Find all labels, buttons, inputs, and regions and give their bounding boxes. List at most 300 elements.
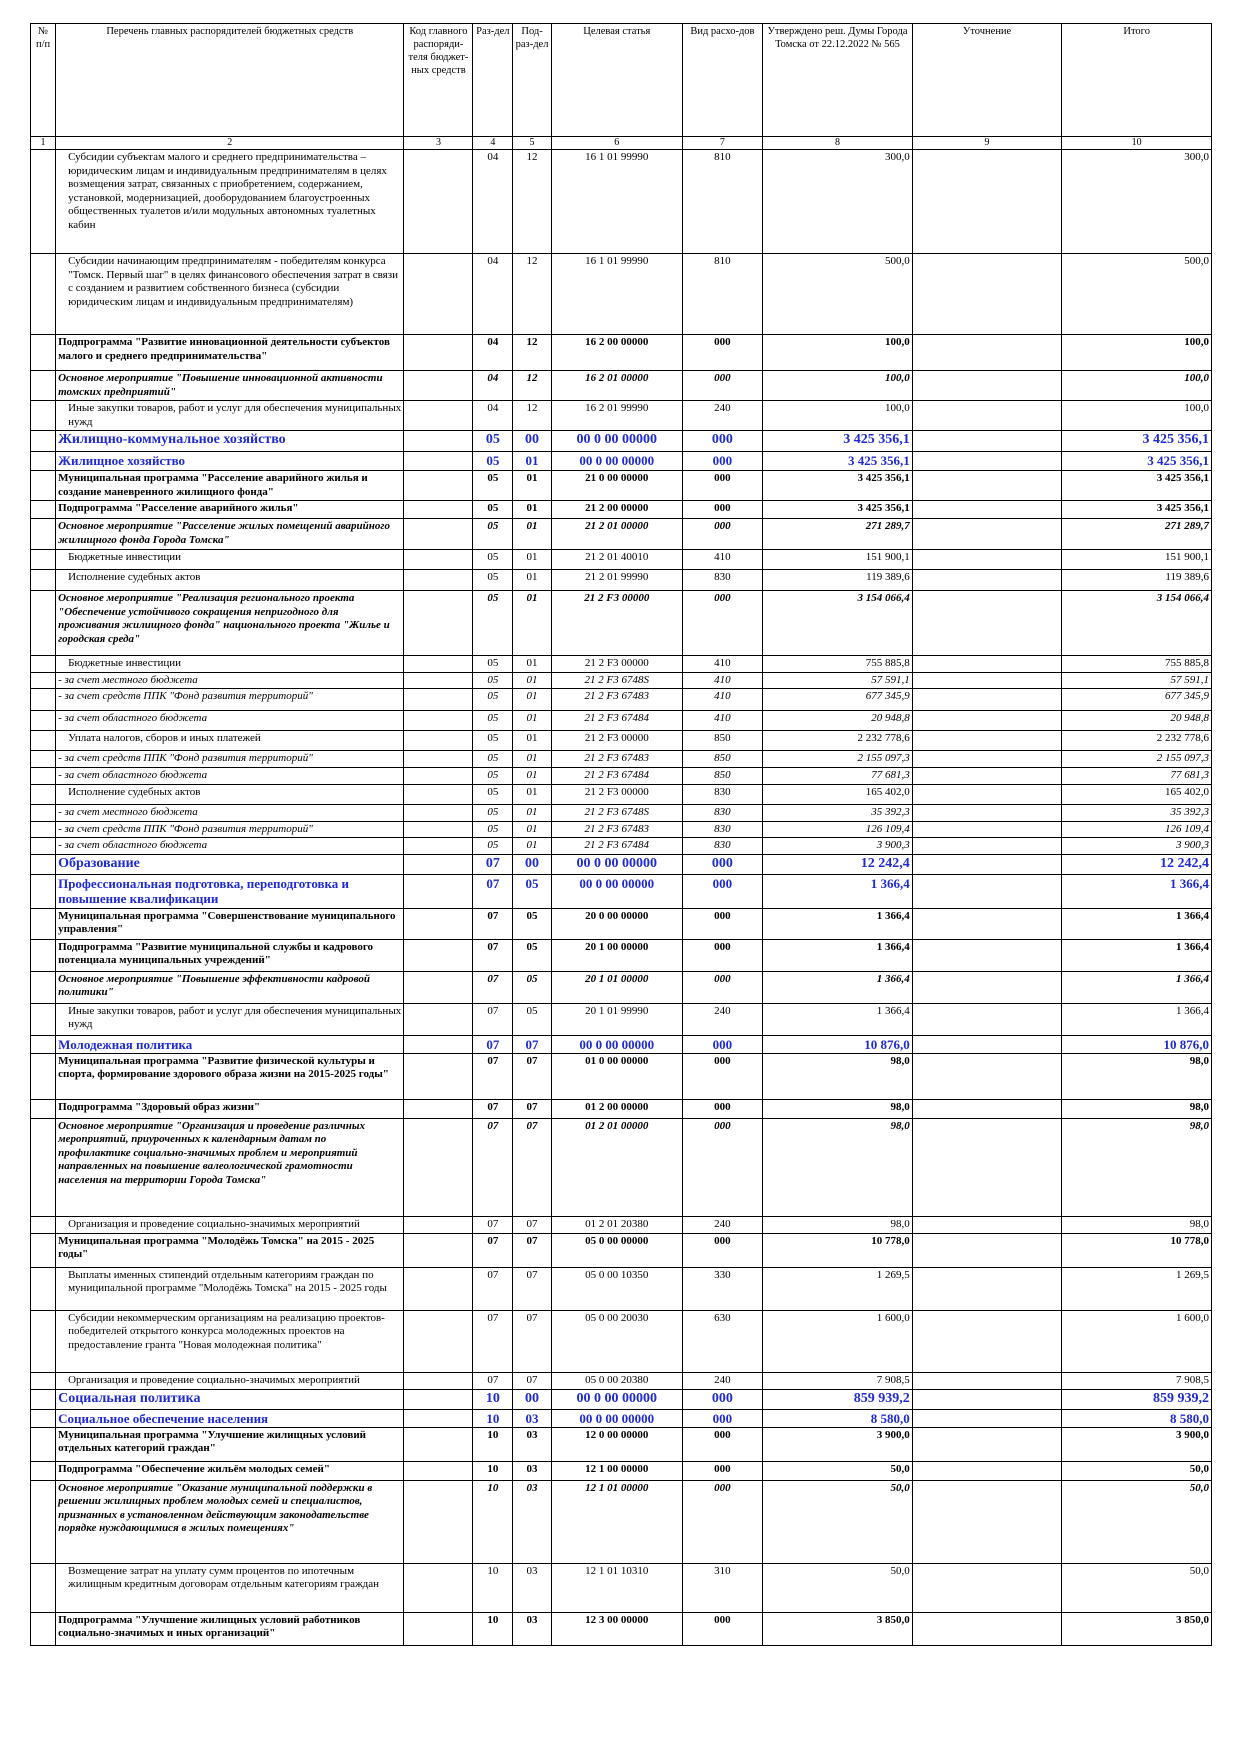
code-cell: [404, 452, 473, 471]
total-cell: 126 109,4: [1062, 821, 1212, 838]
clarification-cell: [912, 1099, 1062, 1118]
target-cell: 21 2 00 00000: [551, 501, 682, 519]
table-row: [31, 1389, 1212, 1409]
vid-cell: 850: [682, 731, 763, 751]
table-row: [31, 1612, 1212, 1645]
code-cell: [404, 656, 473, 673]
podrazdel-cell: 01: [513, 570, 552, 591]
row-number-cell: [31, 550, 56, 570]
table-row: [31, 1099, 1212, 1118]
razdel-cell: 05: [473, 768, 513, 785]
podrazdel-cell: 07: [513, 1267, 552, 1310]
code-cell: [404, 570, 473, 591]
header-clarification: Уточнение: [912, 24, 1062, 137]
total-cell: 677 345,9: [1062, 689, 1212, 711]
vid-cell: 000: [682, 1480, 763, 1563]
target-cell: 21 2 01 00000: [551, 519, 682, 550]
clarification-cell: [912, 401, 1062, 431]
podrazdel-cell: 01: [513, 471, 552, 501]
podrazdel-cell: 07: [513, 1216, 552, 1233]
podrazdel-cell: 07: [513, 1035, 552, 1053]
target-cell: 12 1 01 00000: [551, 1480, 682, 1563]
razdel-cell: 05: [473, 804, 513, 821]
column-number: 9: [912, 137, 1062, 150]
total-cell: 3 425 356,1: [1062, 431, 1212, 452]
razdel-cell: 05: [473, 501, 513, 519]
code-cell: [404, 908, 473, 939]
name-cell: Бюджетные инвестиции: [56, 550, 404, 570]
table-row: [31, 1480, 1212, 1563]
row-number-cell: [31, 768, 56, 785]
name-cell: Возмещение затрат на уплату сумм процентов по ипотечным жилищным кредитным договорам отдельным категориям граждан: [56, 1563, 404, 1612]
row-number-cell: [31, 1389, 56, 1409]
total-cell: 100,0: [1062, 335, 1212, 371]
table-row: [31, 821, 1212, 838]
code-cell: [404, 371, 473, 401]
name-cell: Уплата налогов, сборов и иных платежей: [56, 731, 404, 751]
podrazdel-cell: 00: [513, 431, 552, 452]
target-cell: 01 2 01 00000: [551, 1118, 682, 1216]
header-total: Итого: [1062, 24, 1212, 137]
table-row: [31, 672, 1212, 689]
target-cell: 21 2 F3 67484: [551, 838, 682, 855]
name-cell: Профессиональная подготовка, переподготовка и повышение квалификации: [56, 874, 404, 908]
name-cell: Исполнение судебных актов: [56, 570, 404, 591]
clarification-cell: [912, 939, 1062, 971]
podrazdel-cell: 01: [513, 550, 552, 570]
name-cell: - за счет областного бюджета: [56, 768, 404, 785]
vid-cell: 240: [682, 1003, 763, 1035]
total-cell: 50,0: [1062, 1461, 1212, 1480]
vid-cell: 830: [682, 838, 763, 855]
razdel-cell: 04: [473, 150, 513, 254]
name-cell: Исполнение судебных актов: [56, 784, 404, 804]
vid-cell: 240: [682, 1372, 763, 1389]
table-row: [31, 452, 1212, 471]
budget-table: [30, 23, 1212, 1646]
code-cell: [404, 254, 473, 335]
vid-cell: 830: [682, 784, 763, 804]
column-number: 1: [31, 137, 56, 150]
name-cell: Подпрограмма "Улучшение жилищных условий работников социально-значимых и иных организаций": [56, 1612, 404, 1645]
clarification-cell: [912, 1267, 1062, 1310]
total-cell: 165 402,0: [1062, 784, 1212, 804]
code-cell: [404, 335, 473, 371]
column-number: 3: [404, 137, 473, 150]
row-number-cell: [31, 501, 56, 519]
razdel-cell: 05: [473, 731, 513, 751]
target-cell: 21 2 01 99990: [551, 570, 682, 591]
table-row: [31, 854, 1212, 874]
table-row: [31, 1461, 1212, 1480]
row-number-cell: [31, 854, 56, 874]
code-cell: [404, 1053, 473, 1099]
name-cell: Субсидии начинающим предпринимателям - победителям конкурса "Томск. Первый шаг" в целях финансового обеспечения затрат в связи с созданием и развитием собственного бизнеса (субсидии юридическим лицам и индивидуальным предпринимателям): [56, 254, 404, 335]
name-cell: - за счет средств ППК "Фонд развития территорий": [56, 751, 404, 768]
clarification-cell: [912, 591, 1062, 656]
total-cell: 3 425 356,1: [1062, 501, 1212, 519]
clarification-cell: [912, 150, 1062, 254]
total-cell: 20 948,8: [1062, 711, 1212, 731]
vid-cell: 000: [682, 1233, 763, 1267]
vid-cell: 000: [682, 874, 763, 908]
razdel-cell: 07: [473, 1267, 513, 1310]
vid-cell: 000: [682, 854, 763, 874]
target-cell: 00 0 00 00000: [551, 874, 682, 908]
razdel-cell: 05: [473, 591, 513, 656]
vid-cell: 000: [682, 908, 763, 939]
podrazdel-cell: 01: [513, 689, 552, 711]
code-cell: [404, 1216, 473, 1233]
table-row: [31, 1216, 1212, 1233]
podrazdel-cell: 00: [513, 1389, 552, 1409]
vid-cell: 000: [682, 1612, 763, 1645]
code-cell: [404, 1480, 473, 1563]
target-cell: 21 2 F3 00000: [551, 731, 682, 751]
clarification-cell: [912, 804, 1062, 821]
row-number-cell: [31, 519, 56, 550]
podrazdel-cell: 12: [513, 335, 552, 371]
approved-cell: 126 109,4: [763, 821, 913, 838]
vid-cell: 000: [682, 1035, 763, 1053]
razdel-cell: 10: [473, 1427, 513, 1461]
target-cell: 21 2 F3 00000: [551, 591, 682, 656]
podrazdel-cell: 03: [513, 1409, 552, 1427]
name-cell: Муниципальная программа "Молодёжь Томска" на 2015 - 2025 годы": [56, 1233, 404, 1267]
podrazdel-cell: 03: [513, 1461, 552, 1480]
vid-cell: 000: [682, 431, 763, 452]
name-cell: Подпрограмма "Здоровый образ жизни": [56, 1099, 404, 1118]
target-cell: 20 1 01 00000: [551, 971, 682, 1003]
razdel-cell: 05: [473, 751, 513, 768]
row-number-cell: [31, 371, 56, 401]
total-cell: 3 425 356,1: [1062, 471, 1212, 501]
table-row: [31, 254, 1212, 335]
approved-cell: 10 778,0: [763, 1233, 913, 1267]
podrazdel-cell: 12: [513, 150, 552, 254]
total-cell: 98,0: [1062, 1118, 1212, 1216]
row-number-cell: [31, 1003, 56, 1035]
razdel-cell: 05: [473, 431, 513, 452]
podrazdel-cell: 00: [513, 854, 552, 874]
target-cell: 00 0 00 00000: [551, 1389, 682, 1409]
code-cell: [404, 689, 473, 711]
total-cell: 98,0: [1062, 1099, 1212, 1118]
table-row: [31, 784, 1212, 804]
code-cell: [404, 1427, 473, 1461]
table-row: [31, 751, 1212, 768]
total-cell: 1 600,0: [1062, 1310, 1212, 1372]
total-cell: 300,0: [1062, 150, 1212, 254]
approved-cell: 1 269,5: [763, 1267, 913, 1310]
approved-cell: 3 850,0: [763, 1612, 913, 1645]
razdel-cell: 07: [473, 1310, 513, 1372]
clarification-cell: [912, 1118, 1062, 1216]
podrazdel-cell: 07: [513, 1053, 552, 1099]
row-number-cell: [31, 591, 56, 656]
clarification-cell: [912, 1409, 1062, 1427]
name-cell: Жилищно-коммунальное хозяйство: [56, 431, 404, 452]
vid-cell: 000: [682, 519, 763, 550]
approved-cell: 500,0: [763, 254, 913, 335]
approved-cell: 1 366,4: [763, 971, 913, 1003]
vid-cell: 000: [682, 939, 763, 971]
approved-cell: 2 155 097,3: [763, 751, 913, 768]
clarification-cell: [912, 1216, 1062, 1233]
total-cell: 98,0: [1062, 1216, 1212, 1233]
approved-cell: 12 242,4: [763, 854, 913, 874]
table-row: [31, 501, 1212, 519]
row-number-cell: [31, 1099, 56, 1118]
column-number: 4: [473, 137, 513, 150]
row-number-cell: [31, 1310, 56, 1372]
clarification-cell: [912, 471, 1062, 501]
name-cell: Основное мероприятие "Расселение жилых помещений аварийного жилищного фонда Города Томска": [56, 519, 404, 550]
approved-cell: 100,0: [763, 371, 913, 401]
vid-cell: 830: [682, 821, 763, 838]
table-row: [31, 431, 1212, 452]
razdel-cell: 10: [473, 1480, 513, 1563]
code-cell: [404, 731, 473, 751]
column-number: 10: [1062, 137, 1212, 150]
name-cell: Организация и проведение социально-значимых мероприятий: [56, 1216, 404, 1233]
clarification-cell: [912, 1053, 1062, 1099]
code-cell: [404, 401, 473, 431]
code-cell: [404, 431, 473, 452]
approved-cell: 677 345,9: [763, 689, 913, 711]
row-number-cell: [31, 908, 56, 939]
row-number-cell: [31, 1372, 56, 1389]
clarification-cell: [912, 711, 1062, 731]
podrazdel-cell: 07: [513, 1372, 552, 1389]
code-cell: [404, 1310, 473, 1372]
table-row: [31, 471, 1212, 501]
target-cell: 21 0 00 00000: [551, 471, 682, 501]
razdel-cell: 07: [473, 1035, 513, 1053]
total-cell: 10 778,0: [1062, 1233, 1212, 1267]
podrazdel-cell: 05: [513, 939, 552, 971]
row-number-cell: [31, 874, 56, 908]
approved-cell: 3 425 356,1: [763, 452, 913, 471]
approved-cell: 3 900,0: [763, 1427, 913, 1461]
vid-cell: 330: [682, 1267, 763, 1310]
table-row: [31, 1233, 1212, 1267]
total-cell: 35 392,3: [1062, 804, 1212, 821]
code-cell: [404, 1233, 473, 1267]
razdel-cell: 05: [473, 689, 513, 711]
table-row: [31, 874, 1212, 908]
approved-cell: 100,0: [763, 335, 913, 371]
name-cell: Основное мероприятие "Повышение инновационной активности томских предприятий": [56, 371, 404, 401]
total-cell: 1 366,4: [1062, 971, 1212, 1003]
target-cell: 00 0 00 00000: [551, 1409, 682, 1427]
podrazdel-cell: 01: [513, 751, 552, 768]
vid-cell: 410: [682, 656, 763, 673]
name-cell: Основное мероприятие "Организация и проведение различных мероприятий, приуроченных к календарным датам по профилактике социально-значимых проблем и мероприятий направленных на повышение валеологической грамотности населения на территории Города Томска": [56, 1118, 404, 1216]
total-cell: 57 591,1: [1062, 672, 1212, 689]
clarification-cell: [912, 1563, 1062, 1612]
clarification-cell: [912, 1480, 1062, 1563]
target-cell: 01 2 01 20380: [551, 1216, 682, 1233]
header-name: Перечень главных распорядителей бюджетных средств: [56, 24, 404, 137]
vid-cell: 310: [682, 1563, 763, 1612]
row-number-cell: [31, 689, 56, 711]
podrazdel-cell: 01: [513, 501, 552, 519]
podrazdel-cell: 01: [513, 731, 552, 751]
row-number-cell: [31, 751, 56, 768]
razdel-cell: 07: [473, 1003, 513, 1035]
total-cell: 3 154 066,4: [1062, 591, 1212, 656]
row-number-cell: [31, 150, 56, 254]
podrazdel-cell: 01: [513, 656, 552, 673]
name-cell: Подпрограмма "Развитие инновационной деятельности субъектов малого и среднего предпринимательства": [56, 335, 404, 371]
podrazdel-cell: 05: [513, 971, 552, 1003]
approved-cell: 3 154 066,4: [763, 591, 913, 656]
approved-cell: 151 900,1: [763, 550, 913, 570]
target-cell: 01 0 00 00000: [551, 1053, 682, 1099]
table-row: [31, 1035, 1212, 1053]
clarification-cell: [912, 768, 1062, 785]
vid-cell: 240: [682, 401, 763, 431]
name-cell: Социальная политика: [56, 1389, 404, 1409]
row-number-cell: [31, 1216, 56, 1233]
clarification-cell: [912, 1389, 1062, 1409]
code-cell: [404, 1099, 473, 1118]
approved-cell: 50,0: [763, 1480, 913, 1563]
vid-cell: 000: [682, 1389, 763, 1409]
approved-cell: 20 948,8: [763, 711, 913, 731]
name-cell: Основное мероприятие "Реализация регионального проекта "Обеспечение устойчивого сокращения непригодного для проживания жилищного фонда" национального проекта "Жилье и городская среда": [56, 591, 404, 656]
name-cell: Организация и проведение социально-значимых мероприятий: [56, 1372, 404, 1389]
row-number-cell: [31, 1563, 56, 1612]
name-cell: Иные закупки товаров, работ и услуг для обеспечения муниципальных нужд: [56, 1003, 404, 1035]
code-cell: [404, 591, 473, 656]
clarification-cell: [912, 519, 1062, 550]
name-cell: Подпрограмма "Расселение аварийного жилья": [56, 501, 404, 519]
podrazdel-cell: 01: [513, 672, 552, 689]
vid-cell: 240: [682, 1216, 763, 1233]
name-cell: Муниципальная программа "Расселение аварийного жилья и создание маневренного жилищного фонда": [56, 471, 404, 501]
total-cell: 3 850,0: [1062, 1612, 1212, 1645]
target-cell: 21 2 F3 67483: [551, 821, 682, 838]
name-cell: Иные закупки товаров, работ и услуг для обеспечения муниципальных нужд: [56, 401, 404, 431]
target-cell: 21 2 F3 00000: [551, 656, 682, 673]
razdel-cell: 05: [473, 570, 513, 591]
total-cell: 500,0: [1062, 254, 1212, 335]
podrazdel-cell: 01: [513, 804, 552, 821]
code-cell: [404, 1563, 473, 1612]
razdel-cell: 05: [473, 838, 513, 855]
podrazdel-cell: 01: [513, 784, 552, 804]
razdel-cell: 05: [473, 711, 513, 731]
name-cell: - за счет местного бюджета: [56, 672, 404, 689]
table-row: [31, 1310, 1212, 1372]
podrazdel-cell: 12: [513, 401, 552, 431]
razdel-cell: 07: [473, 971, 513, 1003]
vid-cell: 000: [682, 1409, 763, 1427]
row-number-cell: [31, 254, 56, 335]
row-number-cell: [31, 784, 56, 804]
table-row: [31, 939, 1212, 971]
vid-cell: 410: [682, 689, 763, 711]
total-cell: 755 885,8: [1062, 656, 1212, 673]
approved-cell: 7 908,5: [763, 1372, 913, 1389]
code-cell: [404, 804, 473, 821]
row-number-cell: [31, 711, 56, 731]
vid-cell: 000: [682, 1099, 763, 1118]
clarification-cell: [912, 908, 1062, 939]
total-cell: 151 900,1: [1062, 550, 1212, 570]
vid-cell: 000: [682, 971, 763, 1003]
row-number-cell: [31, 431, 56, 452]
column-number: 8: [763, 137, 913, 150]
target-cell: 01 2 00 00000: [551, 1099, 682, 1118]
total-cell: 859 939,2: [1062, 1389, 1212, 1409]
razdel-cell: 05: [473, 550, 513, 570]
total-cell: 98,0: [1062, 1053, 1212, 1099]
code-cell: [404, 939, 473, 971]
code-cell: [404, 821, 473, 838]
table-row: [31, 1118, 1212, 1216]
row-number-cell: [31, 1427, 56, 1461]
clarification-cell: [912, 672, 1062, 689]
code-cell: [404, 874, 473, 908]
approved-cell: 3 425 356,1: [763, 431, 913, 452]
podrazdel-cell: 01: [513, 838, 552, 855]
podrazdel-cell: 07: [513, 1233, 552, 1267]
total-cell: 8 580,0: [1062, 1409, 1212, 1427]
row-number-cell: [31, 1267, 56, 1310]
code-cell: [404, 838, 473, 855]
target-cell: 05 0 00 20380: [551, 1372, 682, 1389]
podrazdel-cell: 01: [513, 452, 552, 471]
row-number-cell: [31, 838, 56, 855]
code-cell: [404, 1461, 473, 1480]
name-cell: - за счет средств ППК "Фонд развития территорий": [56, 821, 404, 838]
name-cell: Образование: [56, 854, 404, 874]
clarification-cell: [912, 570, 1062, 591]
clarification-cell: [912, 731, 1062, 751]
approved-cell: 50,0: [763, 1461, 913, 1480]
code-cell: [404, 1035, 473, 1053]
target-cell: 12 0 00 00000: [551, 1427, 682, 1461]
target-cell: 05 0 00 00000: [551, 1233, 682, 1267]
clarification-cell: [912, 874, 1062, 908]
column-number-row: [31, 137, 1212, 150]
approved-cell: 755 885,8: [763, 656, 913, 673]
target-cell: 00 0 00 00000: [551, 854, 682, 874]
code-cell: [404, 501, 473, 519]
target-cell: 20 1 01 99990: [551, 1003, 682, 1035]
target-cell: 16 2 01 99990: [551, 401, 682, 431]
total-cell: 1 366,4: [1062, 1003, 1212, 1035]
vid-cell: 830: [682, 804, 763, 821]
razdel-cell: 07: [473, 854, 513, 874]
vid-cell: 000: [682, 452, 763, 471]
code-cell: [404, 1372, 473, 1389]
podrazdel-cell: 07: [513, 1099, 552, 1118]
podrazdel-cell: 01: [513, 591, 552, 656]
name-cell: Основное мероприятие "Оказание муниципальной поддержки в решении жилищных проблем молодых семей и специалистов, признанных в установленном действующим законодательстве порядке нуждающимися в жилых помещениях": [56, 1480, 404, 1563]
razdel-cell: 05: [473, 784, 513, 804]
target-cell: 00 0 00 00000: [551, 452, 682, 471]
code-cell: [404, 971, 473, 1003]
razdel-cell: 10: [473, 1563, 513, 1612]
vid-cell: 850: [682, 751, 763, 768]
total-cell: 119 389,6: [1062, 570, 1212, 591]
code-cell: [404, 1409, 473, 1427]
razdel-cell: 07: [473, 939, 513, 971]
